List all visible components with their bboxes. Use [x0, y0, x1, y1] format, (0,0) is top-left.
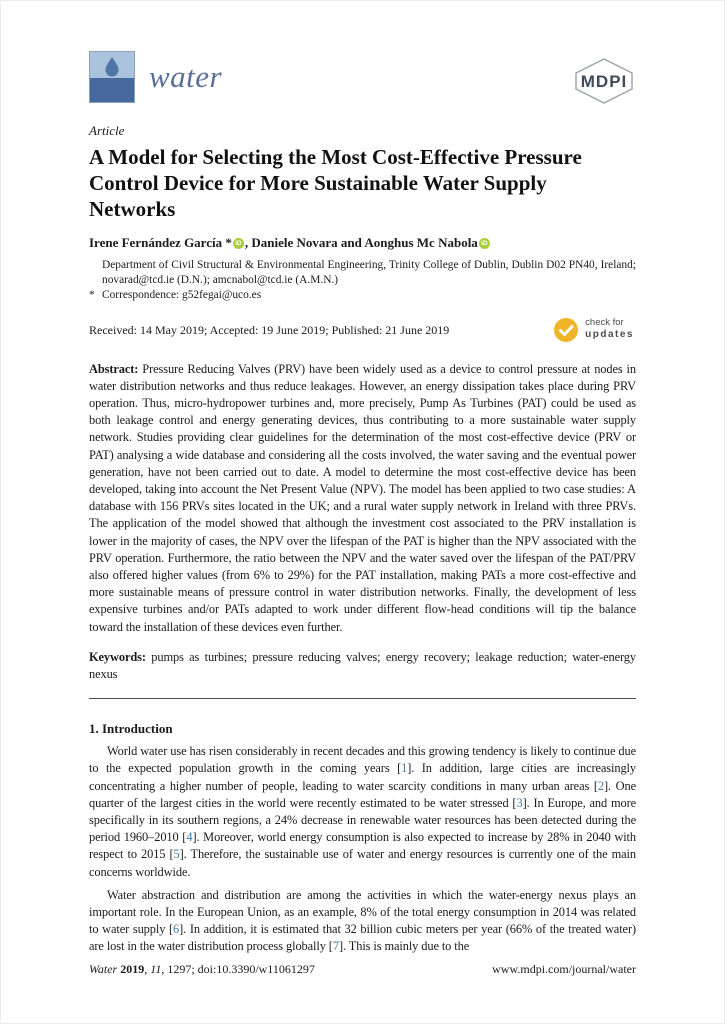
- dates-line: Received: 14 May 2019; Accepted: 19 June 2019; Published: 21 June 2019: [89, 322, 450, 337]
- section-heading: 1. Introduction: [89, 721, 173, 737]
- dates-row: [89, 317, 636, 343]
- text-segment: ]. In Europe, and more specifically in its southern regions, a 24% decrease in renewable water resources has been detected during the period 1960–2010 [: [89, 795, 637, 845]
- affiliation: Department of Civil Structural & Environmental Engineering, Trinity College of Dublin, Dublin D02 PN40, Ireland; novarad@tcd.ie (D.N.); amcnabol@tcd.ie (A.M.N.): [102, 259, 636, 286]
- badge-line2: updates: [585, 329, 634, 341]
- page-footer: [89, 962, 636, 977]
- footer-url[interactable]: www.mdpi.com/journal/water: [492, 962, 636, 976]
- journal-name: water: [149, 59, 223, 94]
- badge-text: [585, 318, 634, 340]
- abstract-label: Abstract:: [89, 361, 139, 376]
- article-type-label: Article: [89, 123, 125, 138]
- text-segment: Water abstraction and distribution are among the activities in which the water-energy nexus plays an important role. In the European Union, as an example, 8% of the total energy consumption in 2014 was related to water supply [: [89, 887, 636, 937]
- ref-link[interactable]: 4: [186, 830, 193, 845]
- keywords-label: Keywords:: [89, 649, 146, 664]
- text-segment: ]. In addition, it is estimated that 32 billion cubic meters per year (66% of the treated water) are lost in the water distribution process globally [: [89, 922, 636, 954]
- journal-header: [89, 51, 636, 107]
- water-logo-square: [89, 51, 135, 103]
- text-segment: Water: [89, 962, 118, 976]
- checkmark-icon: [553, 317, 579, 343]
- ref-link[interactable]: 1: [401, 761, 408, 776]
- authors-line: [89, 235, 636, 251]
- badge-line1: check for: [585, 317, 624, 329]
- correspondence-text: Correspondence: g52fegai@uco.es: [102, 288, 262, 301]
- text-segment: ]. One quarter of the largest cities in the world were recently estimated to be water stressed [: [89, 778, 636, 810]
- ref-link[interactable]: 7: [332, 939, 339, 954]
- article-title: A Model for Selecting the Most Cost-Effective Pressure Control Device for More Sustainable Water Supply Networks: [89, 145, 582, 222]
- ref-link[interactable]: 2: [597, 778, 604, 793]
- abstract: [89, 361, 636, 636]
- mdpi-logo-text: MDPI: [580, 72, 628, 91]
- text-segment: ]. Moreover, world energy consumption is also expected to increase by 28% in 2040 with respect to 2015 [: [89, 830, 636, 862]
- text-segment: ,: [144, 962, 151, 976]
- text-segment: 11: [150, 962, 162, 976]
- ref-link[interactable]: 3: [516, 795, 523, 810]
- orcid-icon[interactable]: iD: [479, 238, 490, 249]
- correspondence-line: [89, 288, 636, 303]
- ref-link[interactable]: 6: [173, 922, 180, 937]
- text-segment: Irene Fernández García *: [89, 235, 232, 251]
- text-segment: ]. This is mainly due to the: [338, 939, 470, 954]
- ref-link[interactable]: 5: [173, 847, 180, 862]
- text-segment: 2019: [120, 962, 145, 976]
- text-segment: World water use has risen considerably in recent decades and this growing tendency is likely to continue due to the expected population growth in the coming years [: [89, 744, 636, 776]
- mdpi-logo: [572, 57, 636, 110]
- correspondence-marker: *: [89, 288, 95, 301]
- text-segment: ]. Therefore, the sustainable use of water and energy resources is currently one of the main concerns worldwide.: [89, 847, 636, 879]
- keywords-text: pumps as turbines; pressure reducing valves; energy recovery; leakage reduction; water-energy nexus: [89, 649, 636, 682]
- abstract-text: Pressure Reducing Valves (PRV) have been widely used as a device to control pressure at nodes in water distribution networks and thus reduce leakages. However, an energy dissipation takes place during PRV operation. Thus, micro-hydropower turbines and, more precisely, Pump As Turbines (PAT) could be used as both leakage control and energy generating devices, thus contributing to a more sustainable water supply network. Studies providing clear guidelines for the determination of the most cost-effective device (PRV or PAT) analysing a wide database and considering all the costs involved, the water saving and the eventual power generation, have not been carried out to date. A model to determine the most cost-effective device has been developed, taking into account the Net Present Value (NPV). The model has been applied to two case studies: A database with 156 PRVs sites located in the UK; and a rural water supply network in Ireland with three PRVs. The application of the model showed that although the investment cost associated to the PRV installation is lower in the majority of cases, the NPV over the lifespan of the PAT is higher than the NPV associated with the PRV operation. Furthermore, the ratio between the NPV and the water saved over the lifespan of the PAT/PRV also offered higher values (from 6% to 29%) for the PAT installation, making PATs a more cost-effective and more sustainable means of pressure control in water distribution networks. Finally, the development of less expensive turbines and/or PATs adapted to work under different flow-head conditions will tip the balance toward the installation of these devices even further.: [89, 361, 636, 634]
- keywords: [89, 649, 636, 683]
- check-for-updates-badge[interactable]: [553, 317, 634, 343]
- orcid-icon[interactable]: iD: [233, 238, 244, 249]
- text-segment: , 1297; doi:10.3390/w11061297: [161, 962, 315, 976]
- text-segment: ]. In addition, large cities are increasingly concentrating a higher number of people, leading to water scarcity conditions in many urban areas [: [89, 761, 636, 793]
- journal-logo: [89, 51, 222, 103]
- paragraph: [89, 887, 636, 956]
- text-segment: , Daniele Novara and Aonghus Mc Nabola: [244, 235, 478, 251]
- section-divider: [89, 698, 636, 699]
- footer-citation: [89, 962, 315, 977]
- paragraph: [89, 743, 636, 881]
- water-drop-icon: [99, 55, 125, 81]
